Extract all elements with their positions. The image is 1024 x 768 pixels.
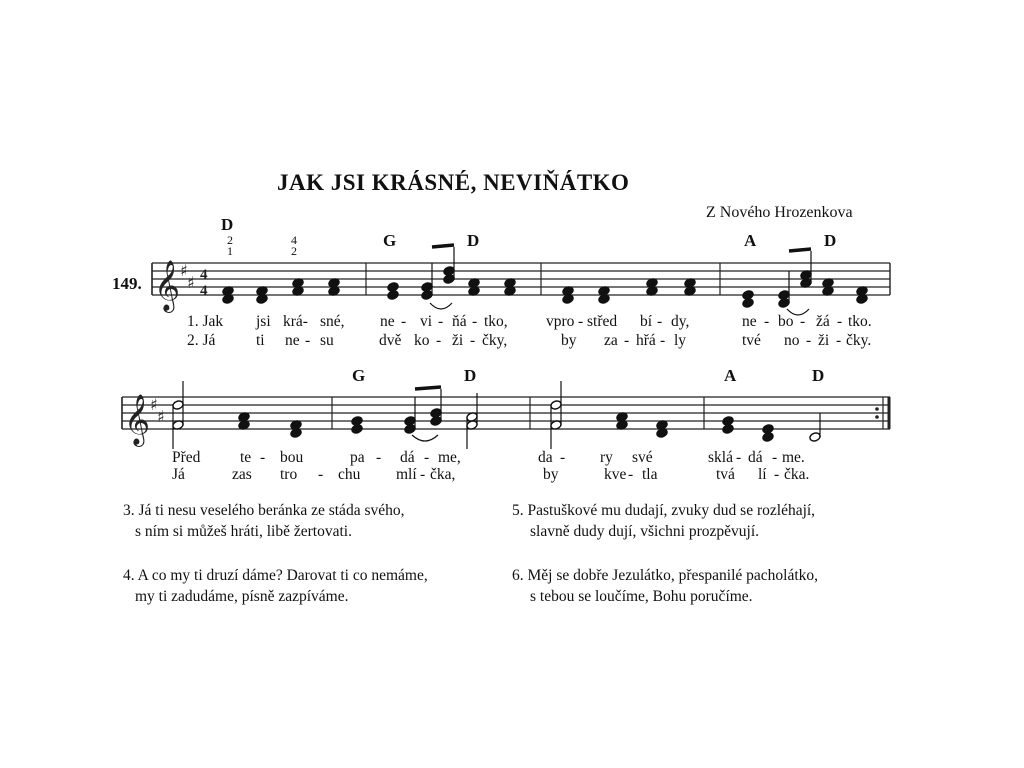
repeat-dot <box>875 415 879 419</box>
lyric-syllable: me. <box>782 449 805 466</box>
lyric-syllable: 1. Jak <box>187 313 224 330</box>
lyric-syllable: bo <box>778 313 794 330</box>
note <box>404 397 416 434</box>
note-head <box>404 424 416 435</box>
note <box>351 416 363 435</box>
lyric-hyphen: - <box>470 332 476 349</box>
lyric-syllable: dvě <box>379 332 402 349</box>
lyric-hyphen: - <box>660 332 666 349</box>
verse-5-line-2: slavně dudy dují, všichni prozpěvují. <box>530 523 760 540</box>
lyric-hyphen: - <box>424 449 430 466</box>
note-head <box>172 400 184 411</box>
song-title: JAK JSI KRÁSNÉ, NEVIŇÁTKO <box>277 170 630 195</box>
lyric-hyphen: - <box>837 313 843 330</box>
note-head <box>762 432 774 443</box>
lyric-syllable: lí <box>758 466 767 483</box>
notes-system-2 <box>172 381 821 449</box>
lyric-syllable: sklá <box>708 449 733 466</box>
lyric-hyphen: - <box>420 466 426 483</box>
lyric-syllable: čky, <box>482 332 508 349</box>
lyric-syllable: ne <box>742 313 757 330</box>
lyric-syllable: tko, <box>484 313 508 330</box>
sharp-icon: ♯ <box>180 261 188 280</box>
note <box>762 424 774 443</box>
lyric-syllable: své <box>632 449 653 466</box>
lyric-hyphen: - <box>624 332 630 349</box>
chord-symbol: D <box>464 366 477 385</box>
lyric-syllable: hřá <box>636 332 656 349</box>
chord-symbol: A <box>724 366 737 385</box>
lyric-syllable: tko. <box>848 313 872 330</box>
lyric-hyphen: - <box>318 466 324 483</box>
lyric-syllable: jsi <box>256 313 271 330</box>
lyric-syllable: chu <box>338 466 361 483</box>
lyric-syllable: sné, <box>320 313 345 330</box>
lyric-syllable: dy, <box>671 313 690 330</box>
verse-3-line-2: s ním si můžeš hráti, libě žertovati. <box>135 523 352 540</box>
lyric-syllable: te <box>240 449 252 466</box>
lyric-hyphen: - <box>305 332 311 349</box>
lyric-syllable: ži <box>452 332 464 349</box>
sharp-icon: ♯ <box>150 395 158 414</box>
chord-symbol: A <box>744 231 757 250</box>
verse-4-line-1: 4. A co my ti druzí dáme? Darovat ti co nemáme, <box>123 567 428 584</box>
chord-symbol: G <box>352 366 366 385</box>
lyric-syllable: ňá <box>452 313 467 330</box>
fingering-number: 2 <box>291 244 297 258</box>
lyric-syllable: ko <box>414 332 430 349</box>
note-head <box>550 400 562 411</box>
lyric-syllable: da <box>538 449 553 466</box>
lyric-syllable: ne <box>285 332 300 349</box>
lyric-syllable: bou <box>280 449 304 466</box>
lyric-syllable: tla <box>642 466 658 483</box>
lyric-syllable: za <box>604 332 618 349</box>
lyric-syllable: vi <box>420 313 433 330</box>
lyric-syllable: čky. <box>846 332 872 349</box>
chord-symbol: G <box>383 231 397 250</box>
note-head <box>809 432 821 443</box>
lyric-hyphen: - <box>438 313 444 330</box>
lyric-syllable: tvé <box>742 332 761 349</box>
treble-clef-icon: 𝄞 <box>124 394 151 445</box>
lyric-hyphen: - <box>800 313 806 330</box>
fingering-number: 1 <box>227 244 233 258</box>
lyric-syllable: vpro <box>546 313 575 330</box>
lyric-syllable: dá <box>400 449 415 466</box>
lyric-hyphen: - <box>560 449 566 466</box>
chord-symbol: D <box>221 215 234 234</box>
lyric-hyphen: - <box>578 313 584 330</box>
slur <box>412 435 438 441</box>
lyric-syllable: zas <box>232 466 252 483</box>
lyric-syllable: tvá <box>716 466 735 483</box>
verse-6-line-2: s tebou se loučíme, Bohu poručíme. <box>530 588 753 605</box>
chord-symbol: D <box>812 366 825 385</box>
verse-5-line-1: 5. Pastuškové mu dudají, zvuky dud se rozléhají, <box>512 502 816 519</box>
time-signature-top: 4 <box>200 267 208 283</box>
lyric-hyphen: - <box>836 332 842 349</box>
lyric-syllable: pa <box>350 449 365 466</box>
lyric-syllable: čka, <box>430 466 456 483</box>
verse-4-line-2: my ti zadudáme, písně zazpíváme. <box>135 588 349 605</box>
note <box>430 389 442 426</box>
fingering-number: 4 <box>291 233 297 247</box>
lyric-syllable: by <box>543 466 559 483</box>
lyric-hyphen: - <box>764 313 770 330</box>
note <box>550 381 562 449</box>
song-origin: Z Nového Hrozenkova <box>706 204 853 221</box>
lyric-hyphen: - <box>401 313 407 330</box>
lyric-syllable: ži <box>818 332 830 349</box>
song-number: 149. <box>112 274 142 293</box>
treble-clef-icon: 𝄞 <box>154 260 181 311</box>
time-signature-bottom: 4 <box>200 283 208 299</box>
note <box>722 416 734 435</box>
lyric-hyphen: - <box>628 466 634 483</box>
lyric-hyphen: - <box>736 449 742 466</box>
chord-symbol: D <box>467 231 480 250</box>
lyric-syllable: kve <box>604 466 627 483</box>
note-beam <box>415 387 441 389</box>
chord-symbol: D <box>824 231 837 250</box>
lyric-hyphen: - <box>260 449 266 466</box>
lyric-hyphen: - <box>806 332 812 349</box>
verse-6-line-1: 6. Měj se dobře Jezulátko, přespanilé pacholátko, <box>512 567 819 584</box>
lyric-syllable: Já <box>172 466 185 483</box>
lyric-syllable: me, <box>438 449 461 466</box>
note-head <box>430 416 442 427</box>
repeat-dot <box>875 407 879 411</box>
lyric-syllable: bí <box>640 313 653 330</box>
lyric-syllable: no <box>784 332 800 349</box>
lyric-syllable: ry <box>600 449 613 466</box>
note <box>172 381 184 449</box>
lyric-hyphen: - <box>472 313 478 330</box>
note-head <box>351 424 363 435</box>
lyric-syllable: mlí <box>396 466 417 483</box>
lyric-syllable: střed <box>587 313 618 330</box>
lyric-hyphen: - <box>772 449 778 466</box>
lyric-syllable: ti <box>256 332 265 349</box>
note-head <box>722 424 734 435</box>
lyric-syllable: žá <box>816 313 830 330</box>
sharp-icon: ♯ <box>157 407 165 426</box>
lyric-syllable: krá- <box>283 313 308 330</box>
lyric-hyphen: - <box>774 466 780 483</box>
lyric-hyphen: - <box>436 332 442 349</box>
lyric-syllable: ne <box>380 313 395 330</box>
fingering-number: 2 <box>227 233 233 247</box>
lyric-syllable: čka. <box>784 466 810 483</box>
lyric-syllable: Před <box>172 449 201 466</box>
lyric-syllable: dá <box>748 449 763 466</box>
verse-3-line-1: 3. Já ti nesu veselého beránka ze stáda svého, <box>123 502 405 519</box>
lyric-hyphen: - <box>657 313 663 330</box>
lyric-syllable: ly <box>674 332 687 349</box>
lyric-syllable: su <box>320 332 334 349</box>
lyric-syllable: 2. Já <box>187 332 216 349</box>
lyric-syllable: tro <box>280 466 298 483</box>
sharp-icon: ♯ <box>187 273 195 292</box>
note <box>809 413 821 442</box>
lyric-syllable: by <box>561 332 577 349</box>
lyric-hyphen: - <box>376 449 382 466</box>
